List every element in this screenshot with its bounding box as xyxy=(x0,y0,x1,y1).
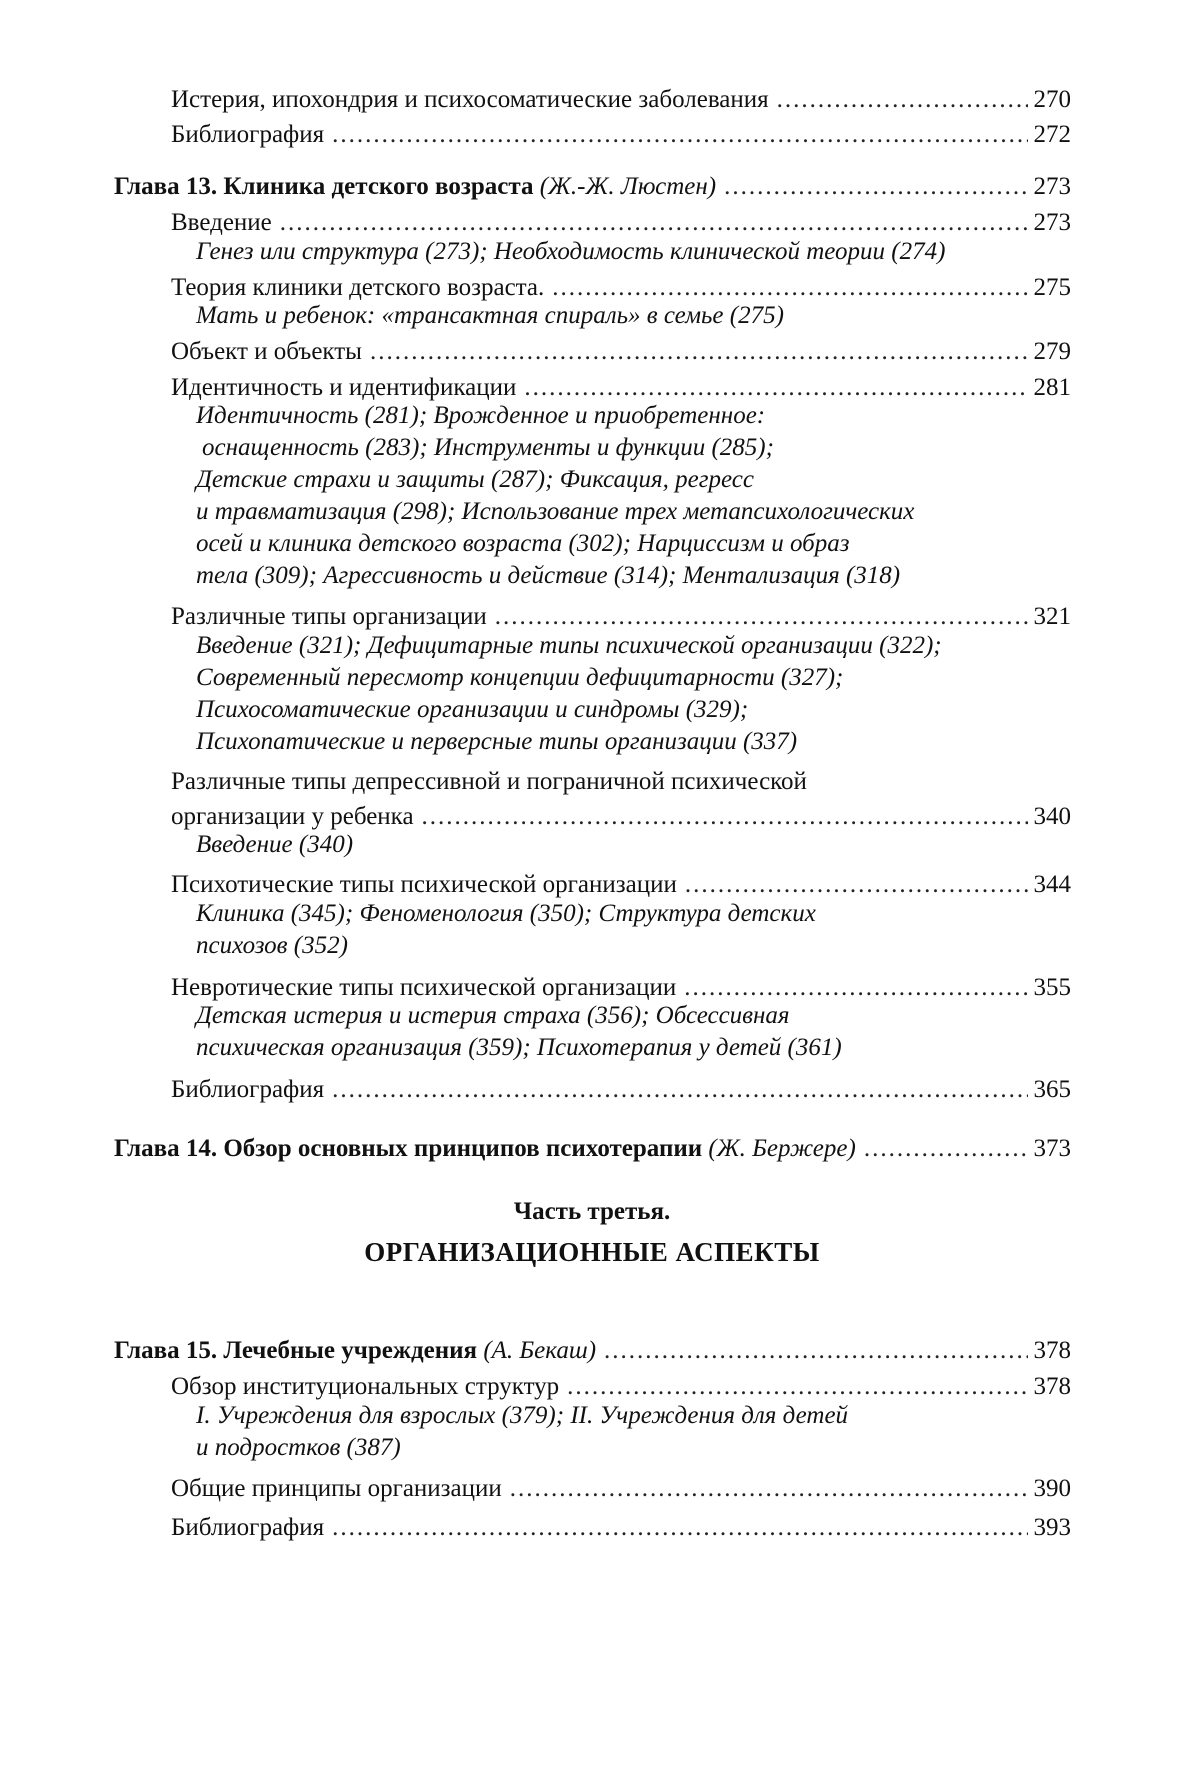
chapter-author: (Ж.-Ж. Люстен) xyxy=(539,173,717,200)
page-number: 393 xyxy=(1033,1514,1071,1541)
chapter-entry[interactable] xyxy=(0,1129,1184,1169)
dot-leader xyxy=(724,167,1027,207)
subtopic-line: Генез или структура (273); Необходимость клинической теории (274) xyxy=(196,238,946,265)
dot-leader xyxy=(422,797,1028,837)
subtopic-line: осей и клиника детского возраста (302); Нарциссизм и образ xyxy=(196,530,850,557)
section-title: Истерия, ипохондрия и психосоматические заболевания xyxy=(171,86,769,113)
page-number: 270 xyxy=(1033,86,1071,113)
subtopic-line: Психосоматические организации и синдромы (329); xyxy=(196,696,749,723)
subtopic-line: Детские страхи и защиты (287); Фиксация, регресс xyxy=(196,466,754,493)
dot-leader xyxy=(332,1508,1027,1548)
dot-leader xyxy=(370,332,1028,372)
subtopic-line: Мать и ребенок: «трансактная спираль» в семье (275) xyxy=(196,302,784,329)
dot-leader xyxy=(604,1331,1027,1371)
section-title: Библиография xyxy=(171,1514,325,1541)
subtopic-line: I. Учреждения для взрослых (379); II. Учреждения для детей xyxy=(196,1402,849,1429)
section-title: Общие принципы организации xyxy=(171,1475,502,1502)
page-number: 281 xyxy=(1033,374,1071,401)
page-number: 373 xyxy=(1033,1135,1071,1162)
section-title: Объект и объекты xyxy=(171,338,362,365)
section-title: Психотические типы психической организации xyxy=(171,871,677,898)
chapter-title xyxy=(114,1129,856,1169)
part-title: ОРГАНИЗАЦИОННЫЕ АСПЕКТЫ xyxy=(364,1237,820,1267)
subtopic-line: Идентичность (281); Врожденное и приобретенное: xyxy=(196,402,766,429)
toc-entry[interactable] xyxy=(0,1508,1184,1548)
page-number: 378 xyxy=(1033,1373,1071,1400)
toc-entry-title-line[interactable] xyxy=(0,762,1184,802)
toc-entry[interactable] xyxy=(0,80,1184,120)
subtopic-line: оснащенность (283); Инструменты и функции (285); xyxy=(202,434,774,461)
subtopic-line: психическая организация (359); Психотерапия у детей (361) xyxy=(196,1034,842,1061)
subtopic-line: Детская истерия и истерия страха (356); Обсессивная xyxy=(196,1002,790,1029)
chapter-label: Глава 13. Клиника детского возраста xyxy=(114,173,534,200)
section-title: Идентичность и идентификации xyxy=(171,374,517,401)
subtopic-line: Современный пересмотр концепции дефицитарности (327); xyxy=(196,664,844,691)
toc-entry[interactable] xyxy=(0,797,1184,837)
page-number: 344 xyxy=(1033,871,1071,898)
toc-entry[interactable] xyxy=(0,115,1184,155)
subtopic-line: Введение (340) xyxy=(196,831,354,858)
page-number: 365 xyxy=(1033,1076,1071,1103)
page-number: 273 xyxy=(1033,209,1071,236)
page-number: 355 xyxy=(1033,974,1071,1001)
dot-leader xyxy=(332,1070,1027,1110)
chapter-label: Глава 15. Лечебные учреждения xyxy=(114,1337,478,1364)
section-title: Различные типы депрессивной и пограничной психической xyxy=(171,768,807,795)
page-number: 273 xyxy=(1033,173,1071,200)
dot-leader xyxy=(864,1129,1028,1169)
part-label: Часть третья. xyxy=(513,1198,671,1225)
section-title: Невротические типы психической организации xyxy=(171,974,677,1001)
page-number: 321 xyxy=(1033,603,1071,630)
section-title: Различные типы организации xyxy=(171,603,487,630)
chapter-entry[interactable] xyxy=(0,1331,1184,1371)
section-title: Введение xyxy=(171,209,272,236)
dot-leader xyxy=(777,80,1028,120)
subtopic-line: Введение (321); Дефицитарные типы психической организации (322); xyxy=(196,632,942,659)
page-number: 390 xyxy=(1033,1475,1071,1502)
section-title: Библиография xyxy=(171,1076,325,1103)
toc-entry[interactable] xyxy=(0,332,1184,372)
section-title: Библиография xyxy=(171,121,325,148)
page-number: 340 xyxy=(1033,803,1071,830)
page-number: 272 xyxy=(1033,121,1071,148)
chapter-title xyxy=(114,1331,596,1371)
toc-entry[interactable] xyxy=(0,1070,1184,1110)
chapter-title xyxy=(114,167,716,207)
dot-leader xyxy=(510,1469,1028,1509)
subtopic-line: и травматизация (298); Использование трех метапсихологических xyxy=(196,498,915,525)
chapter-author: (А. Бекаш) xyxy=(483,1337,597,1364)
page-number: 279 xyxy=(1033,338,1071,365)
subtopic-line: и подростков (387) xyxy=(196,1434,401,1461)
chapter-author: (Ж. Бержере) xyxy=(708,1135,856,1162)
page-number: 378 xyxy=(1033,1337,1071,1364)
chapter-entry[interactable] xyxy=(0,167,1184,207)
section-title: Теория клиники детского возраста. xyxy=(171,274,545,301)
chapter-label: Глава 14. Обзор основных принципов психотерапии xyxy=(114,1135,703,1162)
subtopic-line: Психопатические и перверсные типы организации (337) xyxy=(196,728,798,755)
page-number: 275 xyxy=(1033,274,1071,301)
subtopic-line: тела (309); Агрессивность и действие (314); Ментализация (318) xyxy=(196,562,901,589)
subtopic-line: психозов (352) xyxy=(196,932,348,959)
toc-entry[interactable] xyxy=(0,1469,1184,1509)
subtopic-line: Клиника (345); Феноменология (350); Структура детских xyxy=(196,900,816,927)
section-title: организации у ребенка xyxy=(171,803,414,830)
dot-leader xyxy=(332,115,1027,155)
section-title: Обзор институциональных структур xyxy=(171,1373,560,1400)
